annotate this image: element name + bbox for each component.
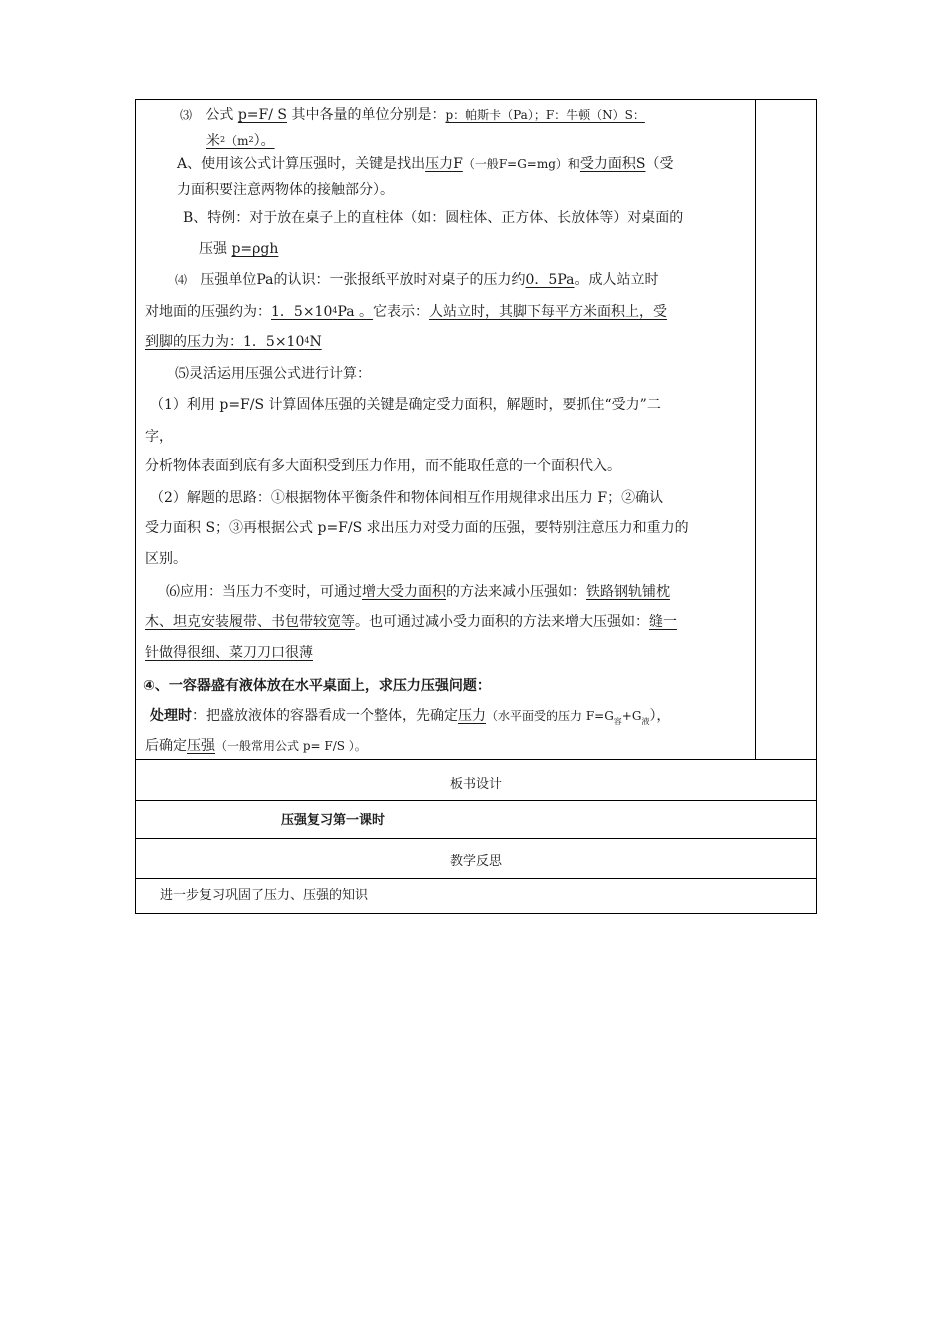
paragraph-a-line1 (177, 154, 674, 174)
application-line1 (166, 582, 670, 602)
paragraph-a-line2: 力面积要注意两物体的接触部分）。 (177, 182, 394, 198)
formula: p=F/ S (237, 107, 287, 123)
text: 木、坦克安装履带、书包带较宽等 (145, 614, 355, 630)
column-divider (755, 99, 756, 759)
pa-line-3 (145, 331, 322, 352)
application-line2 (145, 612, 677, 632)
text: （水平面受的压力 F=G (486, 709, 614, 723)
text: 公式 (205, 107, 234, 123)
subscript: 液 (641, 717, 650, 726)
text: 铁路钢轨铺枕 (586, 584, 670, 600)
text: 后确定 (145, 738, 187, 754)
board-design-content: 压强复习第一课时 (281, 813, 386, 828)
text: ⑹应用：当压力不变时，可通过 (166, 584, 362, 600)
board-design-heading: 板书设计 (449, 777, 502, 792)
text: 压力 (458, 708, 486, 724)
text: 米 (206, 133, 220, 149)
text: ）， (649, 708, 671, 724)
text: 。也可通过减小受力面积的方法来增大压强如： (355, 614, 649, 630)
text: A、使用该公式计算压强时，关键是找出 (177, 156, 426, 172)
text: （m (225, 134, 249, 148)
text: +G (621, 709, 642, 723)
text: 到脚的压力为：1．5×10 (145, 334, 305, 350)
paragraph: 分析物体表面到底有多大面积受到压力作用，而不能取任意的一个面积代入。 (145, 458, 621, 474)
text: ：把盛放液体的容器看成一个整体，先确定 (192, 708, 458, 724)
text: 。成人站立时 (574, 272, 659, 288)
text: 压力F (425, 156, 463, 172)
text: 人站立时，其脚下每平方米面积上，受 (429, 304, 668, 320)
units-text: p：帕斯卡（Pa）；F：牛顿（N）S： (445, 108, 645, 122)
paragraph: （2）解题的思路：①根据物体平衡条件和物体间相互作用规律求出压力 F；②确认 (150, 490, 664, 506)
text: （一般F=G=mg）和 (462, 157, 580, 171)
formula-units-line (180, 105, 645, 125)
text: Pa 。 (337, 304, 374, 320)
item-number: ⑷ (175, 273, 188, 287)
text: ）。 (253, 133, 275, 149)
text: 压强 (199, 241, 227, 257)
text: 处理时 (150, 708, 192, 724)
subscript: 容 (613, 717, 622, 726)
reflection-content: 进一步复习巩固了压力、压强的知识 (160, 888, 369, 903)
text: （一般常用公式 p= F/S ）。 (215, 739, 367, 753)
text: 其中各量的单位分别是： (291, 107, 446, 123)
paragraph: 区别。 (145, 551, 187, 567)
paragraph: 受力面积 S；③再根据公式 p=F/S 求出压力对受力面的压强，要特别注意压力和重力的 (145, 520, 689, 536)
text: 的方法来减小压强如： (446, 584, 586, 600)
application-line3 (145, 643, 313, 663)
text: 对地面的压强约为： (145, 304, 271, 320)
row-divider (135, 759, 817, 760)
text: 针做得很细、菜刀刀口很薄 (145, 645, 313, 661)
paragraph-b-line1: B、特例：对于放在桌子上的直柱体（如：圆柱体、正方体、长放体等）对桌面的 (183, 210, 684, 226)
text: （受 (645, 156, 674, 172)
text: 压强单位Pa的认识：一张报纸平放时对桌子的压力约 (200, 272, 526, 288)
superscript: 2 (220, 135, 226, 144)
liquid-line1 (150, 706, 670, 732)
superscript: 4 (304, 336, 310, 345)
text: 增大受力面积 (362, 584, 446, 600)
text: 压强 (187, 738, 215, 754)
pa-line-2 (145, 301, 667, 322)
section-heading: ④、一容器盛有液体放在水平桌面上，求压力压强问题： (143, 678, 491, 694)
text: 1．5×10 (271, 304, 333, 320)
text: 0．5Pa (525, 272, 575, 288)
section-heading: ⑸灵活运用压强公式进行计算： (175, 366, 371, 382)
units-line-2 (206, 130, 275, 151)
superscript: 4 (332, 306, 338, 315)
text: 缝一 (649, 614, 677, 630)
text: N (309, 334, 322, 350)
text: 它表示： (373, 304, 430, 320)
reflection-heading: 教学反思 (449, 854, 502, 869)
row-divider (135, 838, 817, 839)
paragraph: （1）利用 p=F/S 计算固体压强的关键是确定受力面积，解题时，要抓住“受力”二 (150, 397, 661, 413)
pa-intro-line (175, 270, 658, 290)
row-divider (135, 800, 817, 801)
paragraph: 字， (145, 429, 173, 445)
text: p=ρgh (231, 241, 279, 257)
row-divider (135, 878, 817, 879)
text: 受力面积S (579, 156, 646, 172)
item-number: ⑶ (180, 108, 193, 122)
superscript: 2 (248, 135, 254, 144)
paragraph-b-line2 (199, 239, 278, 259)
liquid-line2 (145, 736, 367, 756)
